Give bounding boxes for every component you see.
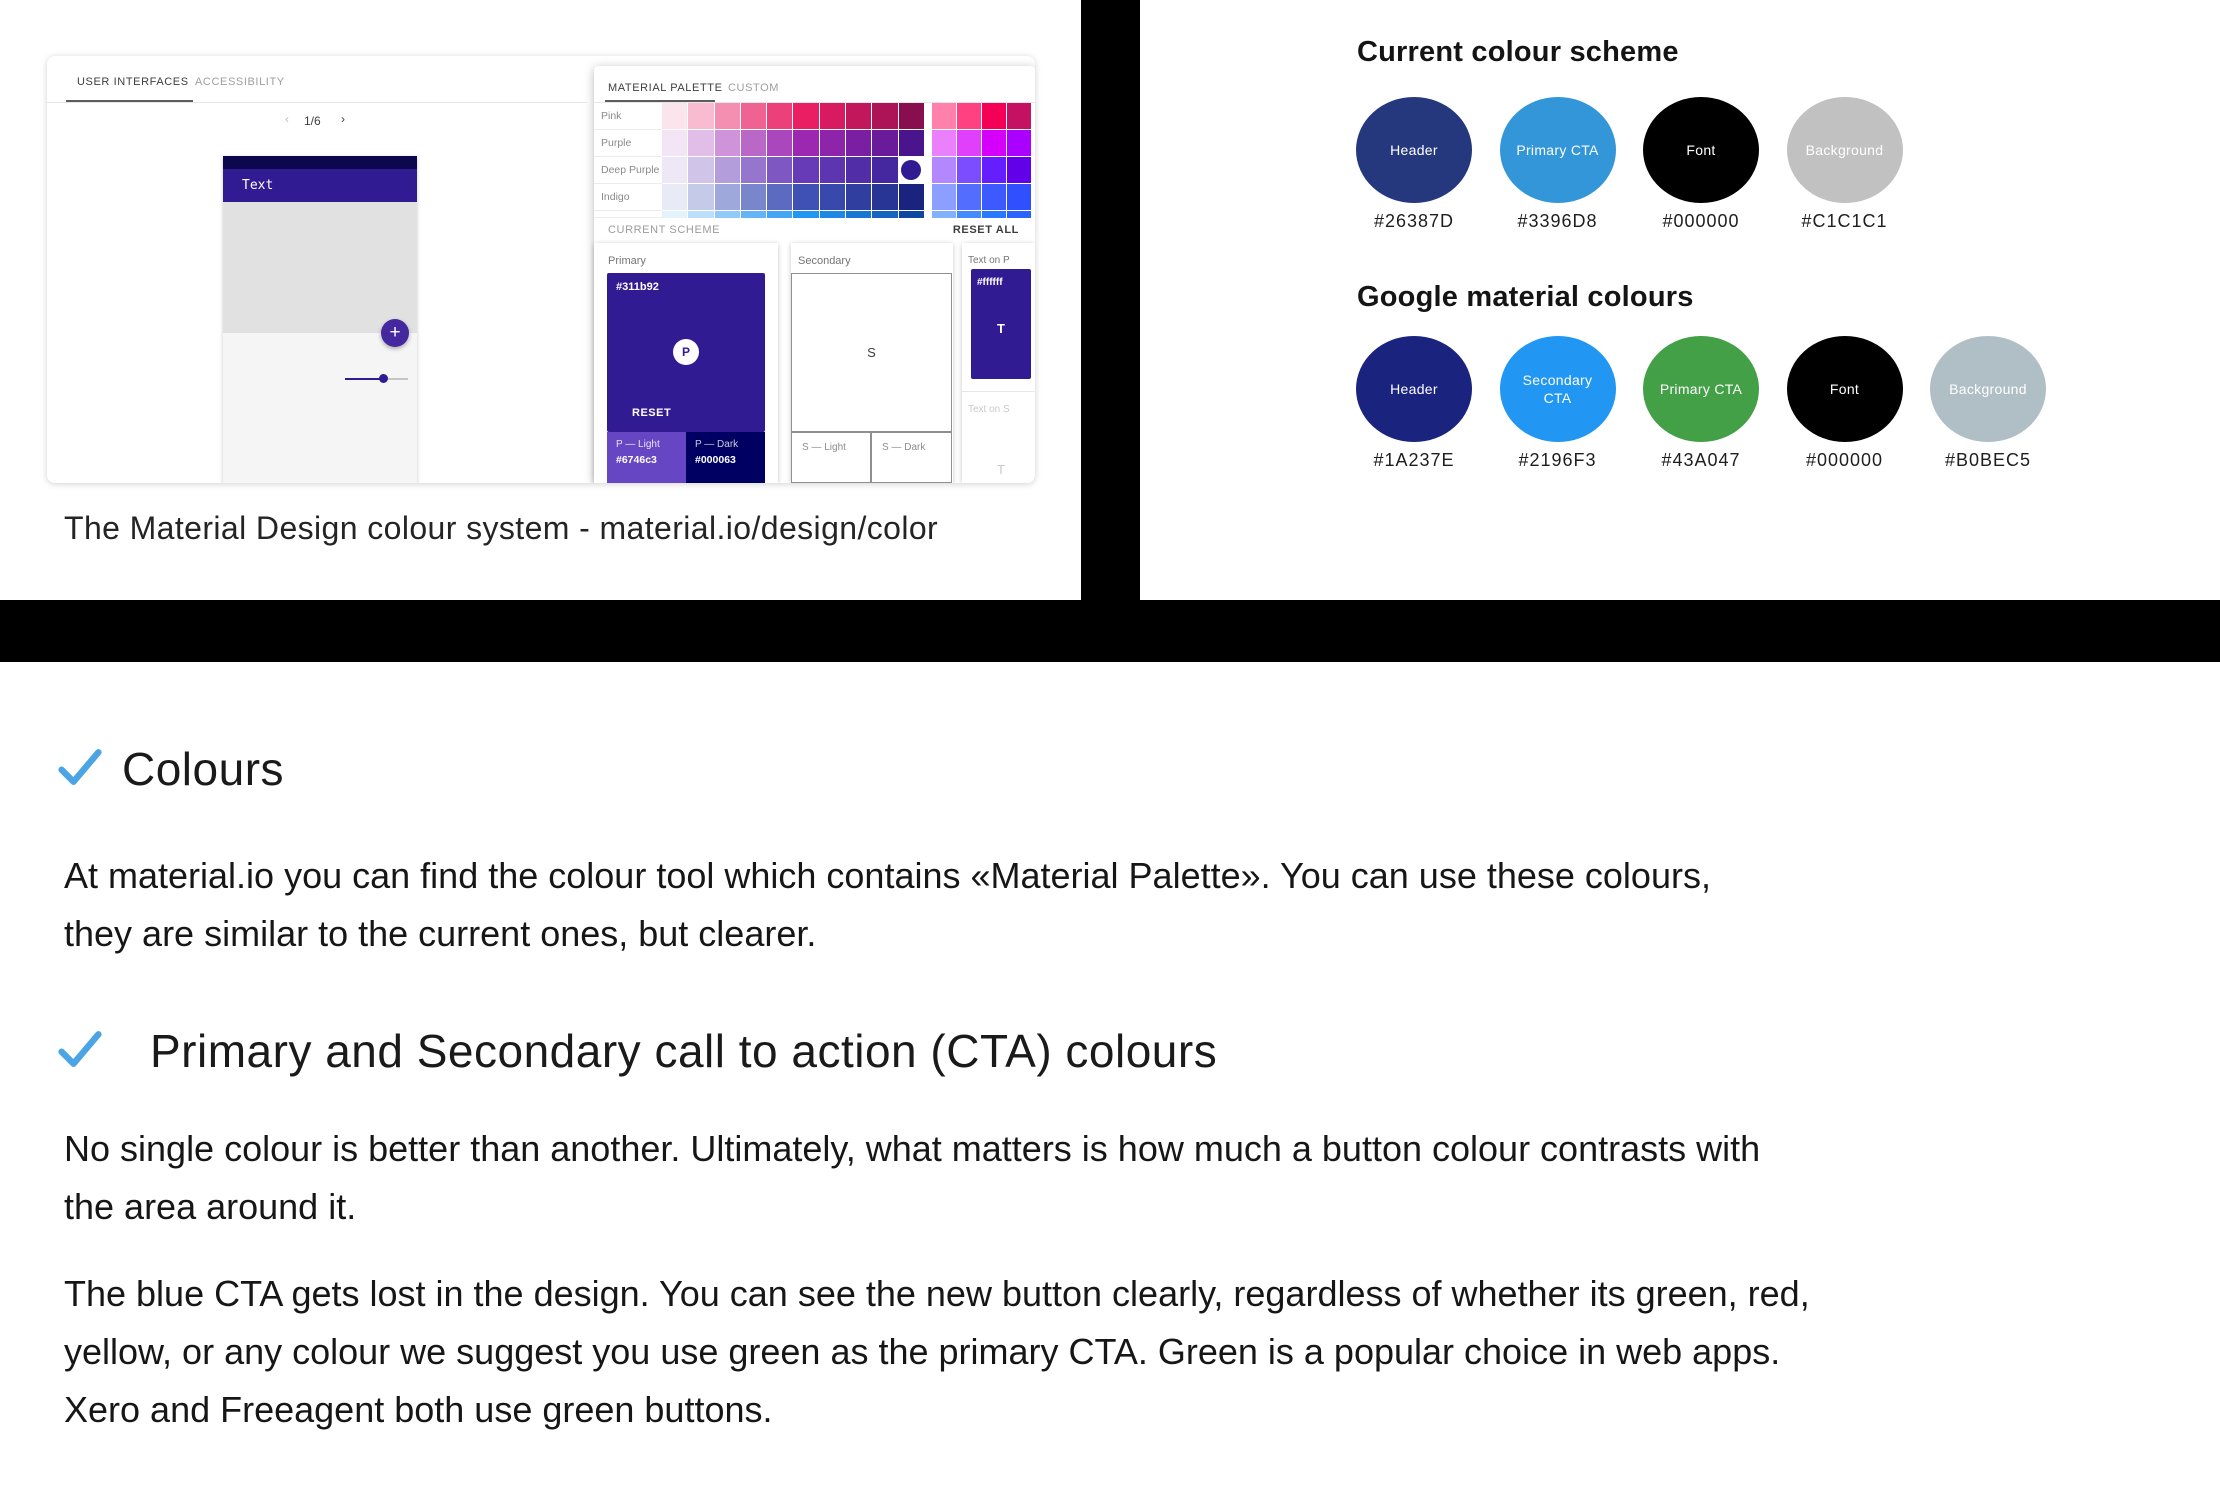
palette-swatch[interactable] [688, 103, 714, 130]
primary-dark-label: P — Dark [695, 439, 739, 450]
palette-swatch[interactable] [715, 103, 741, 130]
palette-swatch[interactable] [846, 130, 872, 157]
primary-colour-card [594, 243, 778, 483]
palette-row-label: Purple [594, 130, 662, 157]
palette-swatch[interactable] [820, 103, 846, 130]
palette-swatch[interactable] [662, 157, 688, 184]
palette-swatch[interactable] [741, 211, 767, 218]
colour-hex-label: #B0BEC5 [1944, 450, 2032, 470]
card-divider [962, 391, 1035, 392]
palette-row-label: Pink [594, 103, 662, 130]
palette-swatch[interactable] [793, 103, 819, 130]
colour-circle [1643, 97, 1759, 203]
palette-swatch[interactable] [715, 157, 741, 184]
palette-accent-swatch[interactable] [932, 157, 957, 184]
palette-accent-swatch[interactable] [1007, 130, 1032, 157]
colour-swatch-group [1356, 336, 1472, 471]
palette-accent-swatch[interactable] [982, 130, 1007, 157]
colour-circle-label: Primary CTA [1516, 142, 1599, 158]
primary-light-hex: #6746c3 [616, 454, 657, 466]
palette-accent-swatch[interactable] [932, 211, 957, 218]
phone-appbar [223, 169, 417, 202]
text-on-p-label: Text on P [968, 255, 1010, 266]
colour-swatch-group [1787, 336, 1903, 471]
palette-accent-swatch[interactable] [982, 103, 1007, 130]
paragraph [64, 847, 1711, 963]
primary-dark-cell [686, 432, 765, 483]
phone-content-area [223, 202, 417, 333]
tab-accessibility[interactable]: ACCESSIBILITY [195, 76, 285, 88]
colour-circle [1356, 97, 1472, 203]
palette-row-label: Deep Purple [594, 157, 662, 184]
text-on-colour-card [962, 243, 1035, 483]
fab-plus-button[interactable]: + [381, 319, 409, 347]
palette-swatch[interactable] [741, 157, 767, 184]
palette-row [594, 211, 1035, 218]
colour-circle-label: Font [1829, 381, 1860, 397]
primary-light-cell [607, 432, 686, 483]
pagination-next-icon[interactable]: › [341, 112, 345, 126]
palette-swatch[interactable] [793, 130, 819, 157]
colour-hex-label: #43A047 [1661, 450, 1741, 470]
palette-accent-swatch[interactable] [1007, 184, 1032, 211]
secondary-colour-card [791, 243, 953, 483]
palette-swatch[interactable] [662, 184, 688, 211]
text-on-p-block [971, 269, 1031, 379]
palette-gap [925, 103, 932, 130]
palette-swatch[interactable] [846, 211, 872, 218]
phone-lower-area [223, 333, 417, 483]
colour-hex-label: #1A237E [1373, 450, 1455, 470]
check-icon [57, 1030, 103, 1068]
primary-swatch-block [607, 273, 765, 432]
slider-track-filled[interactable] [345, 378, 383, 380]
colour-circle [1356, 336, 1472, 442]
palette-swatch[interactable] [715, 184, 741, 211]
tab-user-interfaces[interactable]: USER INTERFACES [77, 76, 189, 88]
colour-circle [1500, 336, 1616, 442]
palette-accent-swatch[interactable] [1007, 103, 1032, 130]
tabs-divider [47, 102, 587, 103]
current-scheme-title: Current colour scheme [1357, 36, 1679, 68]
colour-swatch-group [1787, 97, 1903, 232]
colour-swatch-group [1643, 336, 1759, 471]
palette-swatch[interactable] [688, 157, 714, 184]
palette-swatch[interactable] [767, 184, 793, 211]
text-on-s-badge: T [997, 462, 1005, 477]
palette-swatch[interactable] [793, 184, 819, 211]
secondary-badge: S [867, 345, 876, 360]
primary-dark-hex: #000063 [695, 454, 736, 466]
palette-swatch[interactable] [899, 130, 925, 157]
selected-swatch-dot [901, 160, 921, 180]
palette-swatch[interactable] [767, 157, 793, 184]
colour-swatch-group [1643, 97, 1759, 232]
colour-hex-label: #2196F3 [1518, 450, 1597, 470]
google-scheme-title: Google material colours [1357, 281, 1694, 313]
palette-swatch[interactable] [767, 103, 793, 130]
section-heading-cta: Primary and Secondary call to action (CTA) colours [150, 1025, 1218, 1077]
colour-hex-label: #3396D8 [1517, 211, 1598, 231]
palette-accent-swatch[interactable] [957, 103, 982, 130]
reset-all-button[interactable]: RESET ALL [952, 224, 1019, 236]
palette-swatch[interactable] [688, 211, 714, 218]
tab-material-palette[interactable]: MATERIAL PALETTE [608, 82, 723, 94]
paragraph-line: No single colour is better than another. Ultimately, what matters is how much a button colour contrasts with [64, 1128, 1761, 1169]
material-io-screenshot [47, 56, 1035, 483]
primary-label: Primary [608, 255, 646, 267]
colour-circle-label: Background [1949, 381, 2027, 397]
palette-accent-swatch[interactable] [932, 130, 957, 157]
palette-row [594, 130, 1035, 157]
secondary-swatch-block [791, 273, 952, 432]
secondary-dark-cell [871, 432, 952, 483]
horizontal-divider-band [0, 600, 2220, 662]
palette-accent-swatch[interactable] [932, 184, 957, 211]
paragraph-line: they are similar to the current ones, but clearer. [64, 913, 817, 954]
text-on-p-hex: #ffffff [977, 277, 1003, 288]
paragraph-line: At material.io you can find the colour tool which contains «Material Palette». You can use these colours, [64, 855, 1711, 896]
palette-accent-swatch[interactable] [957, 130, 982, 157]
palette-accent-swatch[interactable] [1007, 157, 1032, 184]
palette-swatch[interactable] [820, 157, 846, 184]
colour-swatch-group [1930, 336, 2046, 471]
text-on-s-label: Text on S [968, 404, 1010, 415]
palette-swatch[interactable] [872, 211, 898, 218]
palette-swatch[interactable] [820, 184, 846, 211]
section-heading-colours: Colours [122, 743, 285, 795]
phone-preview [223, 156, 417, 483]
palette-swatch[interactable] [688, 130, 714, 157]
colour-circle [1787, 97, 1903, 203]
palette-gap [925, 157, 932, 184]
palette-swatch[interactable] [820, 211, 846, 218]
palette-swatch[interactable] [820, 130, 846, 157]
palette-swatch[interactable] [846, 184, 872, 211]
palette-accent-swatch[interactable] [932, 103, 957, 130]
colour-circle-label: Primary CTA [1659, 381, 1743, 397]
palette-swatch[interactable] [899, 157, 925, 184]
palette-accent-swatch[interactable] [1007, 211, 1032, 218]
palette-gap [925, 130, 932, 157]
palette-swatch[interactable] [741, 130, 767, 157]
reset-button[interactable]: RESET [632, 407, 672, 419]
palette-swatch[interactable] [899, 184, 925, 211]
paragraph [64, 1120, 1760, 1236]
paragraph-line: Xero and Freeagent both use green buttons. [64, 1389, 773, 1430]
palette-swatch[interactable] [793, 211, 819, 218]
colour-tool-panel [594, 66, 1035, 483]
phone-appbar-title: Text [242, 178, 274, 193]
paragraph-line: the area around it. [64, 1186, 357, 1227]
palette-swatch[interactable] [872, 103, 898, 130]
palette-accent-swatch[interactable] [957, 157, 982, 184]
colour-circle [1930, 336, 2046, 442]
palette-gap [925, 184, 932, 211]
palette-swatch[interactable] [793, 157, 819, 184]
colour-hex-label: #000000 [1662, 211, 1740, 231]
palette-accent-swatch[interactable] [957, 211, 982, 218]
palette-swatch[interactable] [662, 130, 688, 157]
palette-row [594, 184, 1035, 211]
slider-thumb[interactable] [379, 374, 388, 383]
palette-swatch[interactable] [767, 211, 793, 218]
palette-swatch[interactable] [846, 157, 872, 184]
palette-gap [925, 211, 932, 218]
primary-hex: #311b92 [616, 281, 659, 293]
palette-swatch[interactable] [872, 184, 898, 211]
palette-swatch[interactable] [899, 211, 925, 218]
figure-caption: The Material Design colour system - material.io/design/color [64, 510, 939, 546]
tab-custom[interactable]: CUSTOM [728, 82, 780, 94]
palette-accent-swatch[interactable] [957, 184, 982, 211]
colour-hex-label: #000000 [1805, 450, 1884, 470]
palette-swatch[interactable] [662, 103, 688, 130]
check-icon [57, 748, 103, 786]
secondary-light-cell [791, 432, 871, 483]
text-on-p-badge: T [997, 321, 1005, 336]
colour-circle-label: Secondary CTA [1522, 372, 1593, 406]
palette-swatch[interactable] [662, 211, 688, 218]
palette-swatch[interactable] [846, 103, 872, 130]
secondary-dark-label: S — Dark [882, 442, 926, 453]
paragraph-line: yellow, or any colour we suggest you use green as the primary CTA. Green is a popular choice in web apps. [64, 1331, 1781, 1372]
vertical-divider [1081, 0, 1140, 600]
text-on-s-block [971, 418, 1031, 483]
colour-circle [1643, 336, 1759, 442]
colour-circle-label: Header [1390, 142, 1438, 158]
colour-circle [1500, 97, 1616, 203]
pagination-label: 1/6 [304, 114, 321, 128]
palette-swatch[interactable] [741, 184, 767, 211]
colour-hex-label: #26387D [1373, 211, 1455, 231]
palette-row-label [594, 211, 662, 218]
paragraph [64, 1265, 1810, 1439]
colour-circle-label: Header [1390, 381, 1438, 397]
colour-hex-label: #C1C1C1 [1801, 211, 1888, 231]
palette-swatch[interactable] [872, 130, 898, 157]
palette-row [594, 103, 1035, 130]
palette-swatch[interactable] [767, 130, 793, 157]
palette-accent-swatch[interactable] [982, 184, 1007, 211]
palette-swatch[interactable] [872, 157, 898, 184]
colour-swatch-group [1500, 336, 1616, 471]
colour-swatch-group [1500, 97, 1616, 232]
phone-statusbar [223, 156, 417, 169]
paragraph-line: The blue CTA gets lost in the design. You can see the new button clearly, regardless of whether its green, red, [64, 1273, 1810, 1314]
palette-row [594, 157, 1035, 184]
palette-accent-swatch[interactable] [982, 211, 1007, 218]
colour-circle-label: Background [1805, 142, 1884, 158]
secondary-light-label: S — Light [802, 442, 846, 453]
pagination-prev-icon[interactable]: ‹ [285, 112, 289, 126]
primary-light-label: P — Light [616, 439, 660, 450]
secondary-label: Secondary [798, 255, 851, 267]
colour-swatch-group [1356, 97, 1472, 232]
material-palette-grid [594, 103, 1035, 218]
palette-swatch[interactable] [715, 211, 741, 218]
palette-swatch[interactable] [688, 184, 714, 211]
palette-swatch[interactable] [741, 103, 767, 130]
palette-swatch[interactable] [715, 130, 741, 157]
palette-swatch[interactable] [899, 103, 925, 130]
colour-circle [1787, 336, 1903, 442]
colour-circle-label: Font [1686, 142, 1716, 158]
palette-accent-swatch[interactable] [982, 157, 1007, 184]
palette-row-label: Indigo [594, 184, 662, 211]
primary-badge: P [673, 339, 699, 365]
current-scheme-header: CURRENT SCHEME [608, 224, 721, 236]
